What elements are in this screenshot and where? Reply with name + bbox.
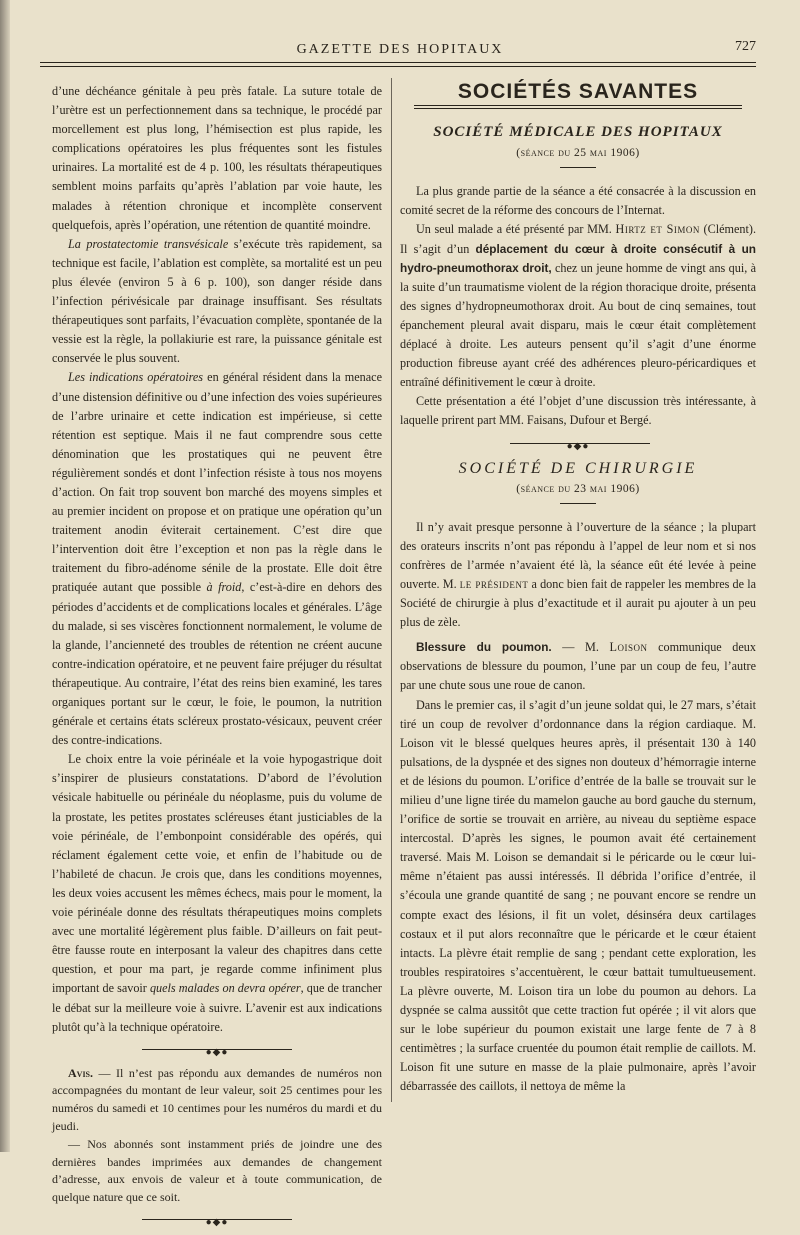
paragraph: La prostatectomie transvésicale s’exécute très rapidement, sa technique est facile, l’ablation est complète, sa mortalité est un peu plus élevée (environ 5 à 6 p. 100), son danger réside dans l’infection périvésicale par drainage insuffisant. Ses résultats thérapeutiques sont parfaits, l’évacuation complète, spontanée de la vessie est la règle, la pollakiurie est rare, la puissance génitale est conservée le plus souvent. xyxy=(52,236,382,366)
running-title: GAZETTE DES HOPITAUX xyxy=(296,42,504,57)
italic-term: Les indications opératoires xyxy=(68,370,204,385)
notice-paragraph: — Nos abonnés sont instamment priés de joindre une des dernières bandes imprimées aux demandes de changement d’adresse, aux envois de valeur et à toute communication, de quelque nature que ce soit. xyxy=(52,1136,382,1205)
society-title: SOCIÉTÉ DE CHIRURGIE xyxy=(458,459,698,477)
header-rule-thin xyxy=(40,66,756,67)
ornament-divider: ●◆● xyxy=(52,1215,382,1225)
paragraph: La plus grande partie de la séance a été consacrée à la discussion en comité secret de la réforme des concours de l’Internat. xyxy=(400,184,756,218)
section-rule xyxy=(414,105,742,109)
paragraph: Cette présentation a été l’objet d’une discussion très intéressante, à laquelle prirent part MM. Faisans, Dufour et Bergé. xyxy=(400,394,756,428)
paragraph: Blessure du poumon. — M. Loison communique deux observations de blessure du poumon, l’une par un coup de feu, l’autre par une chute sous une roue de canon. xyxy=(400,640,756,693)
header-rule xyxy=(40,62,756,63)
ornament-divider: ●◆● xyxy=(400,439,756,449)
notice-paragraph: Avis. — Il n’est pas répondu aux demandes de numéros non accompagnées du montant de leur valeur, soit 25 centimes pour les numéros du samedi et 10 centimes pour les numéros du mardi et du jeudi. xyxy=(52,1065,382,1134)
running-header xyxy=(40,36,760,62)
italic-term: quels malades on devra opérer xyxy=(149,981,301,996)
case-title: déplacement du cœur à droite consécutif à un hydro-pneumothorax droit, xyxy=(400,241,756,275)
page-edge xyxy=(0,0,10,1152)
author-names: Loison xyxy=(609,640,648,655)
section-title: SOCIÉTÉS SAVANTES xyxy=(457,80,699,103)
president-title: le président xyxy=(459,576,529,591)
notice-label: Avis. xyxy=(68,1065,94,1080)
paragraph: Dans le premier cas, il s’agit d’un jeune soldat qui, le 27 mars, s’était tiré un coup de revolver d’ordonnance dans la région cardiaque. M. Loison vit le blessé quelques heures après, il présentait 130 à 140 pulsations, de la dyspnée et des signes non douteux d’hémorragie interne et de lésions du poumon. L’orifice d’entrée de la balle se trouvait sur le milieu d’une ligne tirée du mamelon gauche au bord gauche du sternum, l’orifice de sortie se trouvait en arrière, au niveau du septième espace intercostal. D’après les signes, le poumon avait été certainement traversé. Mais M. Loison se demandait si le péricarde ou le cœur lui-même n’étaient pas aussi intéressés. Il débrida l’orifice d’entrée, il s’écoula une grande quantité de sang ; ne pouvant encore se rendre un compte exact des lésions, il fit un volet, désinséra deux cartilages costaux et il put alors reconnaître que le péricarde et le cœur étaient intacts. La plèvre était remplie de sang ; pendant cette exploration, les troubles respiratoires s’accentuèrent, le cœur battait tumultueusement. La plèvre ouverte, M. Loison tira un lobe du poumon au dehors. La dyspnée se calma aussitôt que cette traction fut opérée ; il vit alors que sur le lobe supérieur du poumon existait une large fente de 7 à 8 centimètres ; la surface cruentée du poumon était remplie de caillots. M. Loison fit une suture en masse de la plaie pulmonaire, après l’avoir débarrassée des caillots, il nettoya de même la xyxy=(400,697,756,1094)
society-title: SOCIÉTÉ MÉDICALE DES HOPITAUX xyxy=(433,124,723,141)
page-number: 727 xyxy=(735,39,756,54)
paragraph: Il n’y avait presque personne à l’ouverture de la séance ; la plupart des orateurs inscrits n’ont pas répondu à l’appel de leur nom et si nos confrères de l’armée n’avaient été là, la séance eût été levée à peine ouverte. M. le président a donc bien fait de rappeler les membres de la Société de chirurgie à plus d’exactitude et il aurait pu ajouter à un peu plus de zèle. xyxy=(400,519,756,630)
notice-block xyxy=(52,1065,382,1207)
column-divider xyxy=(391,78,392,1102)
ornament-divider: ●◆● xyxy=(52,1045,382,1055)
short-rule xyxy=(560,167,596,168)
left-column xyxy=(52,82,382,1235)
paragraph: Un seul malade a été présenté par MM. Hirtz et Simon (Clément). Il s’agit d’un déplacement du cœur à droite consécutif à un hydro-pneumothorax droit, chez un jeune homme de vingt ans qui, à la suite d’un traumatisme violent de la région thoracique droite, présenta des signes d’hydropneumothorax droit. Au bout de cinq semaines, tout épanchement pleural avait disparu, mais le cœur était complètement déplacé à droite. Les auteurs pensent qu’il s’agit d’une énorme production fibreuse ayant créé des adhérences pleuro-péricardiques et entraîné définitivement le cœur à droite. xyxy=(400,222,757,390)
right-column xyxy=(400,82,756,1097)
italic-term: La prostatectomie transvésicale xyxy=(68,236,229,251)
short-rule xyxy=(560,503,596,504)
paragraph: Le choix entre la voie périnéale et la voie hypogastrique doit s’inspirer de plusieurs constatations. D’abord de l’évolution vésicale habituelle ou périnéale du néoplasme, puis du volume de la prostate, les petites prostates scléreuses étant justiciables de la voie périnéale, de l’embonpoint considérable des opérés, qui réclament également cette voie, et enfin de l’habitude ou de l’habileté de chacun. Je crois que, dans les conditions moyennes, les deux voies accusent les mêmes échecs, mais pour le moment, la voie périnéale donne des résultats thérapeutiques moins complets avec une mortalité légèrement plus faible. D’ailleurs on fait peut-être fausse route en interposant la valeur des chapitres dans cette question, et pour ma part, je regarde comme infiniment plus important de savoir quels malades on devra opérer, que de trancher le débat sur la meilleure voie à suivre. L’avenir est aux indications plutôt qu’à la technique opératoire. xyxy=(52,752,382,1034)
paragraph: Les indications opératoires en général résident dans la menace d’une distension définitive ou d’une infection des voies supérieures de l’arbre urinaire et cette indication est impérieuse, si cette rétention est septique. Mais il ne faut comprendre sous cette dénomination que les prostatiques qui ne peuvent être régulièrement sondés et dont l’infection résiste à tous nos moyens d’action. On fait trop souvent bon marché des moyens simples et au premier incident on propose et on pratique une opération qu’un traitement anodin éviterait certainement. C’est dire que l’intervention doit être l’exception et non pas la règle dans le traitement du fibro-adénome sénile de la prostate. Elle doit être pratiquée autant que possible à froid, c’est-à-dire en dehors des périodes d’accidents et de complications locales et générales. L’âge du malade, si ses viscères fonctionnent normalement, le volume de la glande, l’ancienneté des troubles de rétention ne créent aucune contre-indication opératoire, et ne peuvent faire préjuger du résultat thérapeutique. Au contraire, l’état des reins bien examiné, les tares organiques portant sur le cœur, le foie, le poumon, la nutrition générale et certains états scléreux prostato-vésicaux, peuvent créer des contre-indications. xyxy=(52,370,382,748)
session-date: (séance du 23 mai 1906) xyxy=(516,482,640,495)
session-date: (séance du 25 mai 1906) xyxy=(516,147,640,160)
case-title: Blessure du poumon. xyxy=(416,640,552,655)
paragraph: d’une déchéance génitale à peu près fatale. La suture totale de l’urètre est un perfectionnement dans sa technique, le procédé par morcellement est plus long, l’hémisection est plus rapide, les complications opératoires les plus fréquentes sont les fistules urinaires. La mortalité est de 4 p. 100, les résultats thérapeutiques semblent moins parfaits qu’après l’ablation par voie haute, les malades à rétention chronique et incomplète conservent quelquefois, après l’opération, une rétention de quantité moindre. xyxy=(52,84,382,232)
italic-term: à froid xyxy=(206,580,242,595)
author-names: Hirtz et Simon xyxy=(615,222,700,237)
